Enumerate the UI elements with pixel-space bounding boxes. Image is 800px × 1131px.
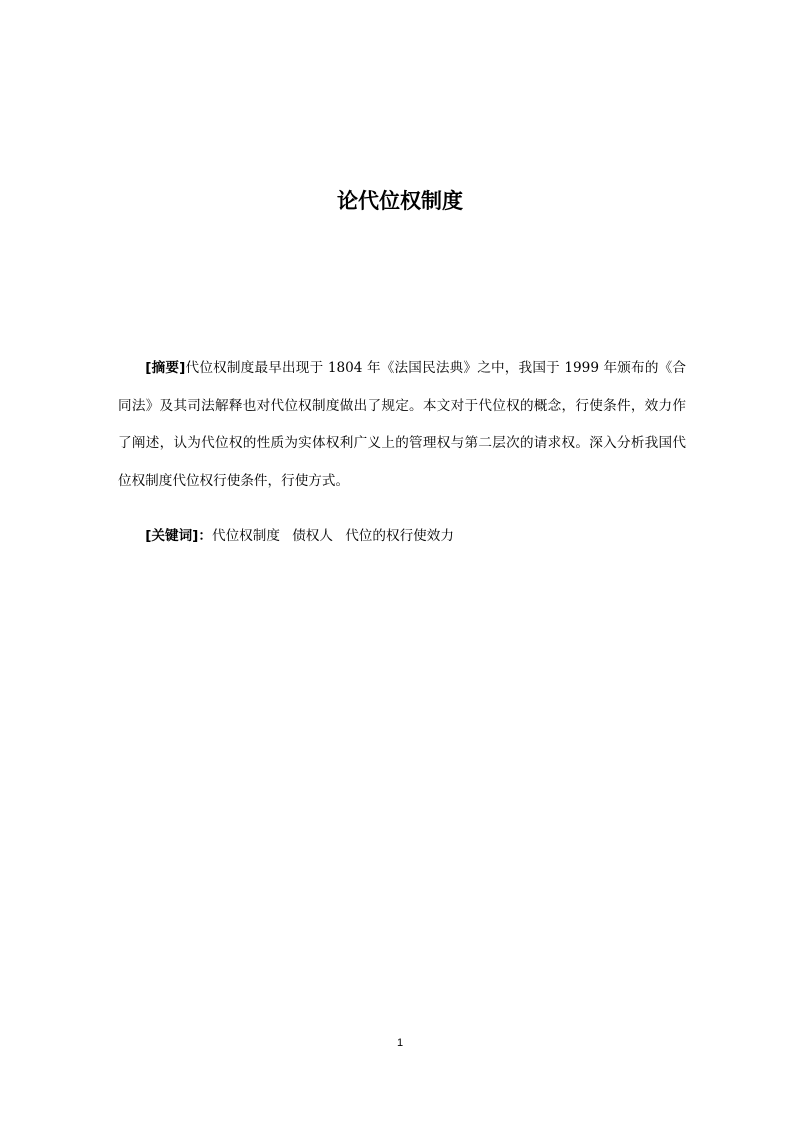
keyword-item: 代位的权行使效力 [345, 528, 454, 544]
keyword-item: 债权人 [292, 528, 333, 544]
abstract-label: [摘要] [145, 360, 186, 376]
abstract-paragraph [118, 350, 686, 500]
document-title: 论代位权制度 [337, 189, 463, 213]
page-number: 1 [396, 1037, 404, 1049]
keywords-line [118, 521, 686, 551]
abstract-text: 代位权制度最早出现于 1804 年《法国民法典》之中，我国于 1999 年颁布的《合同法》及其司法解释也对代位权制度做出了规定。本文对于代位权的概念，行使条件，效力作了阐述，认为代位权的性质为实体权利广义上的管理权与第二层次的请求权。深入分析我国代位权制度代位权行使条件，行使方式。 [118, 360, 686, 489]
keywords-label: [关键词]： [145, 528, 212, 544]
keyword-item: 代位权制度 [212, 528, 280, 544]
